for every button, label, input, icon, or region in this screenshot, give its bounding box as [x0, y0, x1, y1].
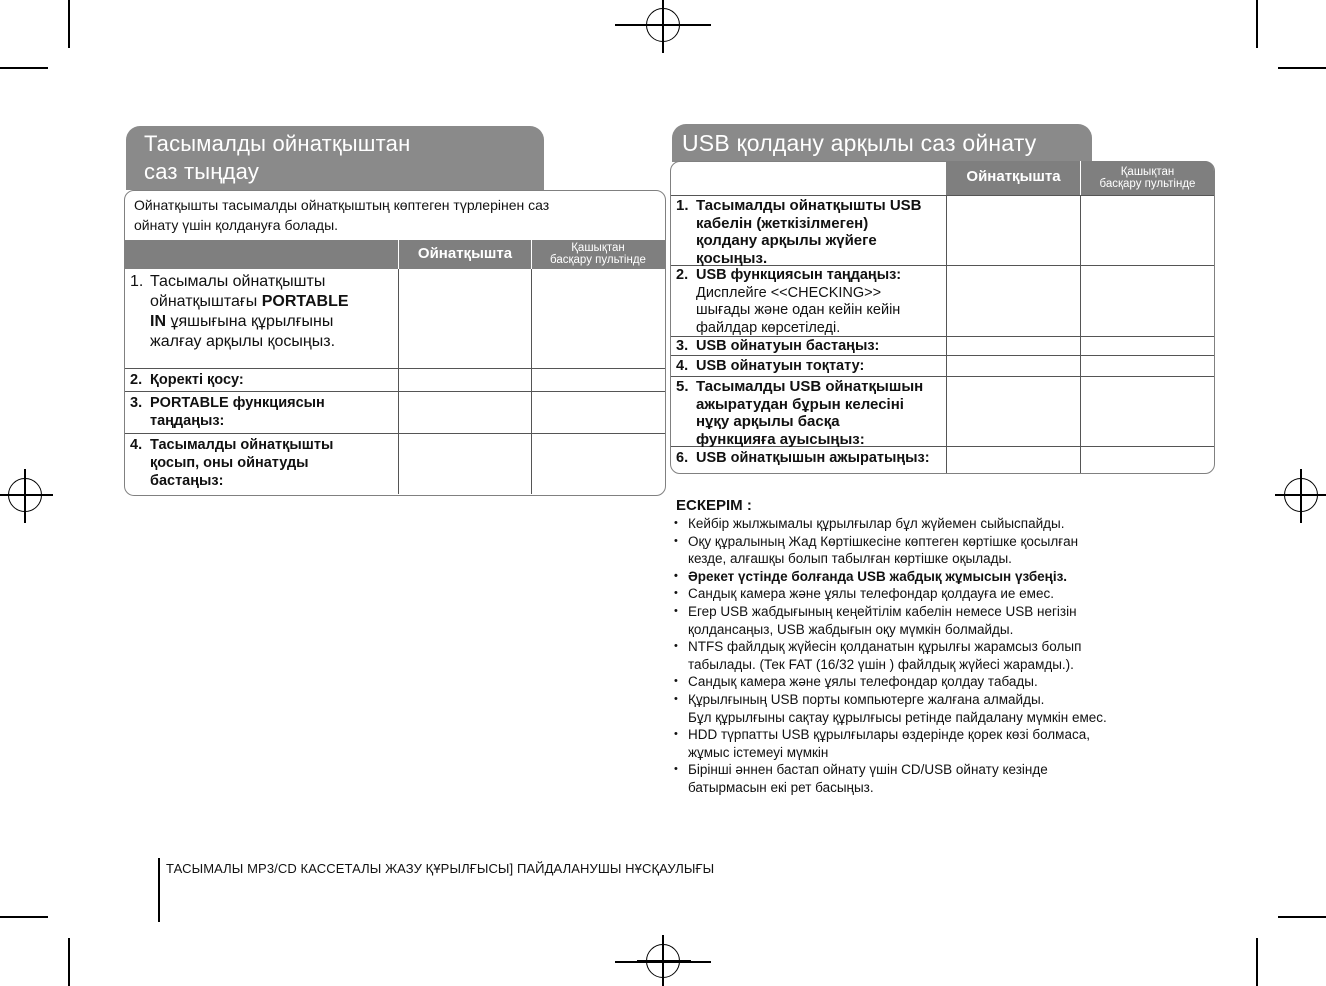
- step-line: жалғау арқылы қосыңыз.: [150, 333, 336, 350]
- step-number: 6.: [676, 450, 689, 466]
- step-line: ажыратудан бұрын келесіні: [696, 395, 904, 413]
- section-title-portable: [126, 126, 544, 190]
- notes-title: ЕСКЕРІМ :: [676, 497, 752, 514]
- title-text: USB қолдану арқылы саз ойнату: [682, 130, 1037, 156]
- registration-mark-icon: [1284, 478, 1318, 512]
- header-line: басқару пультінде: [550, 254, 646, 266]
- step-text: Қоректі қосу:: [150, 372, 244, 388]
- step-line: USB функциясын таңдаңыз:: [696, 267, 902, 283]
- crop-mark: [68, 0, 70, 48]
- step-line: ойнатқыштағы: [150, 293, 262, 310]
- column-header-player: Ойнатқышта: [966, 168, 1061, 185]
- note-line: Бұл құрылғыны сақтау құрылғысы ретінде пайдалану мүмкін емес.: [688, 709, 1107, 725]
- step-line: файлдар көрсетіледі.: [696, 319, 841, 336]
- crop-mark: [1278, 67, 1326, 69]
- step-number: 5.: [676, 378, 689, 395]
- note-line: кезде, алғашқы болып табылған көртішке оқылады.: [688, 551, 1012, 567]
- crop-mark: [0, 916, 48, 918]
- list-item: [674, 638, 1234, 673]
- list-item: [674, 691, 1234, 726]
- step-4: [676, 357, 944, 375]
- step-line: қосыңыз.: [696, 249, 768, 267]
- step-3: [676, 337, 944, 355]
- step-text: [130, 436, 395, 490]
- step-line: шығады және одан кейін кейін: [696, 302, 901, 318]
- column-header-player: Ойнатқышта: [417, 245, 513, 262]
- step-number: 4.: [676, 358, 689, 374]
- step-line: ұяшығына құрылғыны: [166, 313, 334, 330]
- portable-intro: [134, 195, 654, 235]
- step-text: [676, 197, 944, 267]
- step-2: [130, 371, 395, 389]
- step-6: [676, 449, 944, 467]
- step-text: [676, 378, 944, 448]
- step-line: Тасымалды ойнатқышты: [150, 437, 334, 453]
- row-divider: [671, 195, 1214, 196]
- step-line: таңдаңыз:: [150, 413, 225, 429]
- intro-line: Ойнатқышты тасымалды ойнатқыштың көптеген түрлерінен саз: [134, 197, 550, 213]
- row-divider: [125, 433, 665, 434]
- step-text: USB ойнатуын тоқтату:: [696, 358, 865, 374]
- note-line: батырмасын екі рет басыңыз.: [688, 779, 874, 795]
- step-number: 2.: [676, 267, 689, 283]
- step-keyword: PORTABLE: [261, 293, 349, 310]
- step-text: [130, 394, 395, 430]
- crop-mark: [0, 67, 48, 69]
- step-number: 3.: [130, 395, 143, 411]
- step-line: бастаңыз:: [150, 473, 224, 489]
- list-item: • Әрекет үстінде болғанда USB жабдық жұмысын үзбеңіз.: [674, 568, 1234, 586]
- step-line: қосып, оны ойнатуды: [150, 455, 309, 471]
- divider: [398, 269, 399, 494]
- column-header-remote: [532, 242, 664, 266]
- row-divider: [125, 368, 665, 369]
- step-number: 3.: [676, 338, 689, 354]
- step-1: [676, 197, 944, 267]
- note-line: жұмыс істемеуі мүмкін: [688, 744, 829, 760]
- step-text: USB ойнатуын бастаңыз:: [696, 338, 880, 354]
- title-line: Тасымалды ойнатқыштан: [144, 131, 411, 156]
- header-line: Қашықтан: [1120, 166, 1175, 178]
- step-text: [130, 272, 395, 352]
- divider: [946, 195, 947, 473]
- note-line: Егер USB жабдығының кеңейтілім кабелін немесе USB негізін: [688, 603, 1077, 619]
- note-line: қолдансаңыз, USB жабдығын оқу мүмкін болмайды.: [688, 621, 1014, 637]
- step-line: Тасымалы ойнатқышты: [150, 273, 326, 290]
- list-item: • Сандық камера және ұялы телефондар қолдау табады.: [674, 673, 1234, 691]
- registration-mark-icon: [646, 8, 680, 42]
- footer-text: ТАСЫМАЛЫ MP3/CD КАССЕТАЛЫ ЖАЗУ ҚҰРЫЛҒЫСЫ] ПАЙДАЛАНУШЫ НҰСҚАУЛЫҒЫ: [166, 861, 715, 876]
- step-line: Дисплейге <<CHECKING>>: [696, 284, 882, 301]
- footer-rule: [158, 858, 160, 922]
- step-keyword: IN: [150, 313, 166, 330]
- crop-mark: [68, 938, 70, 986]
- registration-mark-icon: [8, 478, 42, 512]
- list-item: [674, 726, 1234, 761]
- step-number: 1.: [130, 273, 144, 290]
- note-line: Бірінші әннен бастап ойнату үшін CD/USB ойнату кезінде: [688, 762, 1048, 778]
- column-header-remote: [1081, 166, 1214, 190]
- step-number: 2.: [130, 372, 143, 388]
- step-line: Тасымалды USB ойнатқышын: [696, 378, 924, 395]
- step-line: функцияға ауысыңыз:: [696, 430, 865, 448]
- crop-mark: [1256, 0, 1258, 48]
- step-line: кабелін (жеткізілмеген): [696, 214, 869, 232]
- step-4: [130, 436, 395, 490]
- list-item: • Кейбір жылжымалы құрылғылар бұл жүйемен сыйыспайды.: [674, 515, 1234, 533]
- step-line: қолдану арқылы жүйеге: [696, 232, 877, 249]
- step-text: USB ойнатқышын ажыратыңыз:: [696, 450, 930, 466]
- divider: [531, 269, 532, 494]
- note-line: NTFS файлдық жүйесін қолданатын құрылғы жарамсыз болып: [688, 639, 1082, 655]
- step-5: [676, 378, 944, 448]
- list-item: [674, 533, 1234, 568]
- step-2: [676, 267, 944, 337]
- list-item: [674, 603, 1234, 638]
- note-line: HDD түрпатты USB құрылғылары өздерінде қорек көзі болмаса,: [688, 727, 1090, 743]
- step-3: [130, 394, 395, 430]
- registration-mark-icon: [646, 944, 680, 978]
- step-line: нұқу арқылы басқа: [696, 413, 840, 430]
- notes-list: [674, 515, 1234, 797]
- step-number: 1.: [676, 197, 689, 214]
- row-divider: [671, 355, 1214, 356]
- header-line: басқару пультінде: [1099, 178, 1196, 190]
- note-line: Құрылғының USB порты компьютерге жалғана алмайды.: [688, 691, 1045, 707]
- note-line: табылады. (Тек FAT (16/32 үшін ) файлдық жүйесі жарамды.).: [688, 656, 1074, 672]
- title-line: саз тыңдау: [144, 159, 260, 184]
- list-item: [674, 761, 1234, 796]
- list-item: • Сандық камера және ұялы телефондар қолдауға ие емес.: [674, 585, 1234, 603]
- step-line: Тасымалды ойнатқышты USB: [696, 197, 922, 214]
- crop-mark: [1256, 938, 1258, 986]
- header-line: Қашықтан: [571, 242, 625, 254]
- step-line: PORTABLE функциясын: [150, 395, 325, 411]
- crop-mark: [1278, 916, 1326, 918]
- row-divider: [671, 376, 1214, 377]
- intro-line: ойнату үшін қолдануға болады.: [134, 217, 339, 233]
- section-title-usb: [672, 124, 1092, 162]
- row-divider: [125, 391, 665, 392]
- step-1: [130, 272, 395, 352]
- step-text: [676, 267, 944, 337]
- note-line: Оқу құралының Жад Көртішкесіне көптеген көртішке қосылған: [688, 533, 1079, 549]
- step-number: 4.: [130, 437, 143, 453]
- divider: [1080, 195, 1081, 473]
